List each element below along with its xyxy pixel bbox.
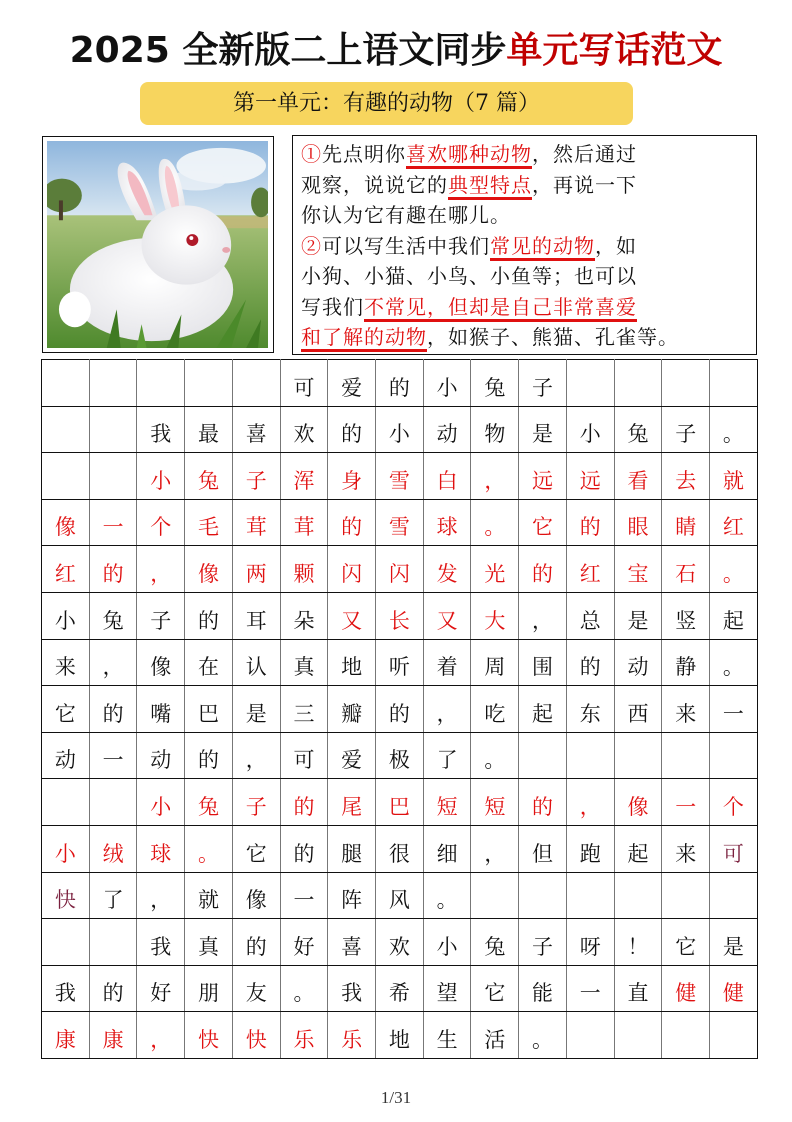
grid-cell: 子 [232, 453, 280, 500]
grid-cell: 来 [42, 639, 90, 686]
grid-cell: 的 [89, 686, 137, 733]
grid-cell: 一 [89, 732, 137, 779]
grid-cell: 的 [376, 360, 424, 407]
grid-cell: 真 [185, 919, 233, 966]
grid-cell: 的 [232, 919, 280, 966]
grid-cell: 长 [376, 592, 424, 639]
essay-row [42, 825, 758, 872]
grid-cell: ， [89, 639, 137, 686]
essay-row [42, 779, 758, 826]
grid-cell: 远 [519, 453, 567, 500]
grid-cell: 望 [423, 965, 471, 1012]
tip-line [301, 139, 756, 170]
grid-cell [42, 919, 90, 966]
grid-cell: 又 [423, 592, 471, 639]
grid-cell: 浑 [280, 453, 328, 500]
grid-cell: 认 [232, 639, 280, 686]
grid-cell: 我 [42, 965, 90, 1012]
grid-cell: 起 [710, 592, 758, 639]
grid-cell: 光 [471, 546, 519, 593]
grid-cell: 一 [710, 686, 758, 733]
grid-cell: 绒 [89, 825, 137, 872]
grid-cell: 生 [423, 1012, 471, 1059]
grid-cell: 它 [471, 965, 519, 1012]
grid-cell: 小 [566, 406, 614, 453]
grid-cell: 小 [423, 919, 471, 966]
grid-cell: 健 [710, 965, 758, 1012]
grid-cell [710, 732, 758, 779]
grid-cell: ， [471, 453, 519, 500]
grid-cell: 一 [280, 872, 328, 919]
grid-cell: ， [519, 592, 567, 639]
tip-text: 可以写生活中我们 [322, 233, 490, 258]
grid-cell [614, 872, 662, 919]
tip-line [301, 170, 756, 201]
grid-cell: 。 [423, 872, 471, 919]
grid-cell: 它 [662, 919, 710, 966]
grid-cell: 但 [519, 825, 567, 872]
grid-cell: 睛 [662, 499, 710, 546]
grid-cell: 快 [232, 1012, 280, 1059]
grid-cell: 的 [280, 779, 328, 826]
grid-cell: 我 [137, 919, 185, 966]
grid-cell: 像 [185, 546, 233, 593]
grid-cell: 的 [89, 546, 137, 593]
grid-cell: 的 [566, 499, 614, 546]
grid-cell: 地 [376, 1012, 424, 1059]
grid-cell: 细 [423, 825, 471, 872]
grid-cell: 毛 [185, 499, 233, 546]
grid-cell: 颗 [280, 546, 328, 593]
grid-cell: 两 [232, 546, 280, 593]
grid-cell: 希 [376, 965, 424, 1012]
grid-cell: 雪 [376, 453, 424, 500]
grid-cell: 可 [280, 732, 328, 779]
grid-cell: 友 [232, 965, 280, 1012]
grid-cell: ， [137, 546, 185, 593]
grid-cell [42, 453, 90, 500]
grid-cell: 兔 [614, 406, 662, 453]
grid-cell: 像 [232, 872, 280, 919]
grid-cell [89, 453, 137, 500]
grid-cell: 红 [566, 546, 614, 593]
essay-row [42, 360, 758, 407]
grid-cell: 宝 [614, 546, 662, 593]
grid-cell [662, 732, 710, 779]
grid-cell: 乐 [280, 1012, 328, 1059]
tip-text: ，如猴子、熊猫、孔雀等。 [427, 325, 679, 349]
essay-row [42, 686, 758, 733]
essay-row [42, 499, 758, 546]
grid-cell: 又 [328, 592, 376, 639]
grid-cell: 的 [328, 406, 376, 453]
grid-cell: 身 [328, 453, 376, 500]
grid-cell: ， [566, 779, 614, 826]
tip-text: 观察，说说它的 [301, 172, 448, 197]
grid-cell: 一 [566, 965, 614, 1012]
page-number: 1/31 [380, 1088, 412, 1107]
grid-cell: 眼 [614, 499, 662, 546]
grid-cell: 短 [471, 779, 519, 826]
grid-cell: 兔 [89, 592, 137, 639]
grid-cell: ， [137, 872, 185, 919]
grid-cell: 着 [423, 639, 471, 686]
grid-cell: 像 [137, 639, 185, 686]
tip-text: ，如 [595, 233, 637, 258]
grid-cell [662, 872, 710, 919]
grid-cell: 子 [519, 360, 567, 407]
grid-cell [232, 360, 280, 407]
grid-cell: ！ [614, 919, 662, 966]
grid-cell [519, 872, 567, 919]
circled-number-icon: ② [301, 233, 322, 258]
grid-cell: 听 [376, 639, 424, 686]
grid-cell: 健 [662, 965, 710, 1012]
grid-cell: 。 [280, 965, 328, 1012]
grid-cell: 。 [185, 825, 233, 872]
rabbit-photo [47, 141, 268, 348]
grid-cell: 大 [471, 592, 519, 639]
grid-cell: 巴 [185, 686, 233, 733]
grid-cell: 风 [376, 872, 424, 919]
writing-tips-box [292, 135, 757, 355]
grid-cell: 像 [42, 499, 90, 546]
tip-text: 小狗、小猫、小鸟、小鱼等；也可以 [301, 264, 637, 288]
highlighted-keyword: 喜欢哪种动物 [406, 142, 532, 169]
grid-cell: 。 [710, 546, 758, 593]
grid-cell [42, 360, 90, 407]
grid-cell: 的 [328, 499, 376, 546]
grid-cell [89, 919, 137, 966]
grid-cell: 是 [519, 406, 567, 453]
grid-cell: 动 [423, 406, 471, 453]
grid-cell: 远 [566, 453, 614, 500]
grid-cell: 耳 [232, 592, 280, 639]
grid-cell: 的 [566, 639, 614, 686]
essay-row [42, 592, 758, 639]
grid-cell: 子 [232, 779, 280, 826]
grid-cell [42, 779, 90, 826]
highlighted-keyword: 不常见，但却是自己非常喜爱 [364, 295, 637, 322]
grid-cell: 动 [42, 732, 90, 779]
grid-cell: 个 [137, 499, 185, 546]
grid-cell: 地 [328, 639, 376, 686]
grid-cell: 的 [519, 779, 567, 826]
grid-cell: 是 [232, 686, 280, 733]
grid-cell: 快 [42, 872, 90, 919]
grid-cell: 红 [42, 546, 90, 593]
grid-cell: 起 [519, 686, 567, 733]
grid-cell: 吃 [471, 686, 519, 733]
grid-cell: 可 [710, 825, 758, 872]
grid-cell: 闪 [376, 546, 424, 593]
grid-cell: 就 [710, 453, 758, 500]
grid-cell: 爱 [328, 360, 376, 407]
grid-cell: 茸 [280, 499, 328, 546]
grid-cell: 的 [376, 686, 424, 733]
grid-cell: 东 [566, 686, 614, 733]
grid-cell [89, 406, 137, 453]
grid-cell: 爱 [328, 732, 376, 779]
title-black-part: 2025 全新版二上语文同步 [69, 30, 507, 71]
grid-cell: 个 [710, 779, 758, 826]
grid-cell: 静 [662, 639, 710, 686]
grid-cell [471, 872, 519, 919]
highlighted-keyword: 常见的动物 [490, 234, 595, 261]
grid-cell: 小 [376, 406, 424, 453]
tip-line [301, 231, 756, 262]
grid-cell: 很 [376, 825, 424, 872]
tip-line [301, 200, 756, 231]
grid-cell: 极 [376, 732, 424, 779]
grid-cell: 瓣 [328, 686, 376, 733]
grid-cell: 我 [137, 406, 185, 453]
grid-cell: 兔 [471, 360, 519, 407]
grid-cell [710, 872, 758, 919]
grid-cell: 康 [89, 1012, 137, 1059]
rabbit-image-icon [47, 141, 268, 348]
grid-cell: 。 [710, 406, 758, 453]
grid-cell: 它 [42, 686, 90, 733]
grid-cell: 兔 [185, 779, 233, 826]
grid-cell: 动 [137, 732, 185, 779]
grid-cell: 喜 [232, 406, 280, 453]
tip-line [301, 292, 756, 323]
grid-cell: 小 [42, 592, 90, 639]
grid-cell: 来 [662, 825, 710, 872]
grid-cell: 嘴 [137, 686, 185, 733]
grid-cell: 康 [42, 1012, 90, 1059]
grid-cell: 的 [185, 592, 233, 639]
tip-text: ，再说一下 [532, 172, 637, 197]
grid-cell: 起 [614, 825, 662, 872]
grid-cell [566, 1012, 614, 1059]
essay-row [42, 965, 758, 1012]
grid-cell: 乐 [328, 1012, 376, 1059]
tip-line [301, 322, 756, 353]
grid-cell: ， [423, 686, 471, 733]
essay-row [42, 406, 758, 453]
title-red-part: 单元写话范文 [506, 30, 723, 71]
grid-cell: 小 [423, 360, 471, 407]
grid-cell [137, 360, 185, 407]
grid-cell: 的 [280, 825, 328, 872]
grid-cell [566, 360, 614, 407]
grid-cell: ， [232, 732, 280, 779]
grid-cell: 三 [280, 686, 328, 733]
tip-text: 写我们 [301, 294, 364, 319]
grid-cell: 雪 [376, 499, 424, 546]
grid-cell: 。 [471, 732, 519, 779]
grid-cell: 来 [662, 686, 710, 733]
grid-cell: 子 [137, 592, 185, 639]
grid-cell: 白 [423, 453, 471, 500]
grid-cell: 腿 [328, 825, 376, 872]
grid-cell: 好 [280, 919, 328, 966]
grid-cell: 子 [662, 406, 710, 453]
essay-row [42, 872, 758, 919]
grid-cell [89, 779, 137, 826]
grid-cell [42, 406, 90, 453]
essay-row [42, 732, 758, 779]
grid-cell [662, 360, 710, 407]
grid-cell: 看 [614, 453, 662, 500]
grid-cell: ， [137, 1012, 185, 1059]
grid-cell: 总 [566, 592, 614, 639]
grid-cell [185, 360, 233, 407]
grid-cell: 跑 [566, 825, 614, 872]
grid-cell: 。 [710, 639, 758, 686]
grid-cell: 欢 [376, 919, 424, 966]
grid-cell: 它 [519, 499, 567, 546]
grid-cell: 是 [614, 592, 662, 639]
grid-cell: 的 [185, 732, 233, 779]
grid-cell: 活 [471, 1012, 519, 1059]
grid-cell: 一 [662, 779, 710, 826]
rabbit-photo-frame [42, 136, 274, 353]
grid-cell: 动 [614, 639, 662, 686]
tip-line [301, 261, 756, 292]
grid-cell: 最 [185, 406, 233, 453]
grid-cell: 红 [710, 499, 758, 546]
grid-cell: 兔 [185, 453, 233, 500]
grid-cell: 的 [89, 965, 137, 1012]
grid-cell [566, 872, 614, 919]
grid-cell: 了 [423, 732, 471, 779]
grid-cell: 我 [328, 965, 376, 1012]
grid-cell: 是 [710, 919, 758, 966]
grid-cell: 小 [137, 453, 185, 500]
tip-text: 你认为它有趣在哪儿。 [301, 203, 511, 227]
grid-cell: 闪 [328, 546, 376, 593]
grid-cell: 茸 [232, 499, 280, 546]
grid-cell: 。 [519, 1012, 567, 1059]
grid-cell: 竖 [662, 592, 710, 639]
grid-cell: 西 [614, 686, 662, 733]
page-title [0, 26, 792, 76]
grid-cell: 好 [137, 965, 185, 1012]
grid-cell: 阵 [328, 872, 376, 919]
grid-cell: 快 [185, 1012, 233, 1059]
grid-cell [614, 732, 662, 779]
grid-cell: 。 [471, 499, 519, 546]
grid-cell: 了 [89, 872, 137, 919]
grid-cell: 兔 [471, 919, 519, 966]
grid-cell: 在 [185, 639, 233, 686]
grid-cell: 朵 [280, 592, 328, 639]
grid-cell: 周 [471, 639, 519, 686]
grid-cell: 呀 [566, 919, 614, 966]
essay-row [42, 639, 758, 686]
grid-cell [614, 1012, 662, 1059]
essay-row [42, 546, 758, 593]
grid-cell: 真 [280, 639, 328, 686]
highlighted-keyword: 典型特点 [448, 173, 532, 200]
grid-cell: 能 [519, 965, 567, 1012]
essay-grid [41, 359, 758, 1059]
grid-cell: 小 [42, 825, 90, 872]
grid-cell [519, 732, 567, 779]
circled-number-icon: ① [301, 142, 322, 166]
grid-cell: 子 [519, 919, 567, 966]
grid-cell: 发 [423, 546, 471, 593]
highlighted-keyword: 和了解的动物 [301, 325, 427, 352]
grid-cell [710, 1012, 758, 1059]
grid-cell: 石 [662, 546, 710, 593]
grid-cell: 小 [137, 779, 185, 826]
grid-cell [614, 360, 662, 407]
grid-cell: 尾 [328, 779, 376, 826]
grid-cell: 朋 [185, 965, 233, 1012]
essay-row [42, 919, 758, 966]
grid-cell: 球 [137, 825, 185, 872]
grid-cell: 一 [89, 499, 137, 546]
grid-cell: 物 [471, 406, 519, 453]
grid-cell: 它 [232, 825, 280, 872]
grid-cell: 球 [423, 499, 471, 546]
grid-cell: 像 [614, 779, 662, 826]
tip-text: 先点明你 [322, 142, 406, 166]
essay-row [42, 1012, 758, 1059]
grid-cell: 直 [614, 965, 662, 1012]
essay-row [42, 453, 758, 500]
grid-cell [89, 360, 137, 407]
grid-cell: 短 [423, 779, 471, 826]
grid-cell: 的 [519, 546, 567, 593]
grid-cell [566, 732, 614, 779]
grid-cell [662, 1012, 710, 1059]
unit-label-badge: 第一单元：有趣的动物（7 篇） [140, 82, 633, 125]
grid-cell [710, 360, 758, 407]
grid-cell: 就 [185, 872, 233, 919]
grid-cell: 巴 [376, 779, 424, 826]
grid-cell: 围 [519, 639, 567, 686]
grid-cell: 喜 [328, 919, 376, 966]
grid-cell: 可 [280, 360, 328, 407]
tip-text: ，然后通过 [532, 142, 637, 166]
grid-cell: ， [471, 825, 519, 872]
grid-cell: 去 [662, 453, 710, 500]
grid-cell: 欢 [280, 406, 328, 453]
